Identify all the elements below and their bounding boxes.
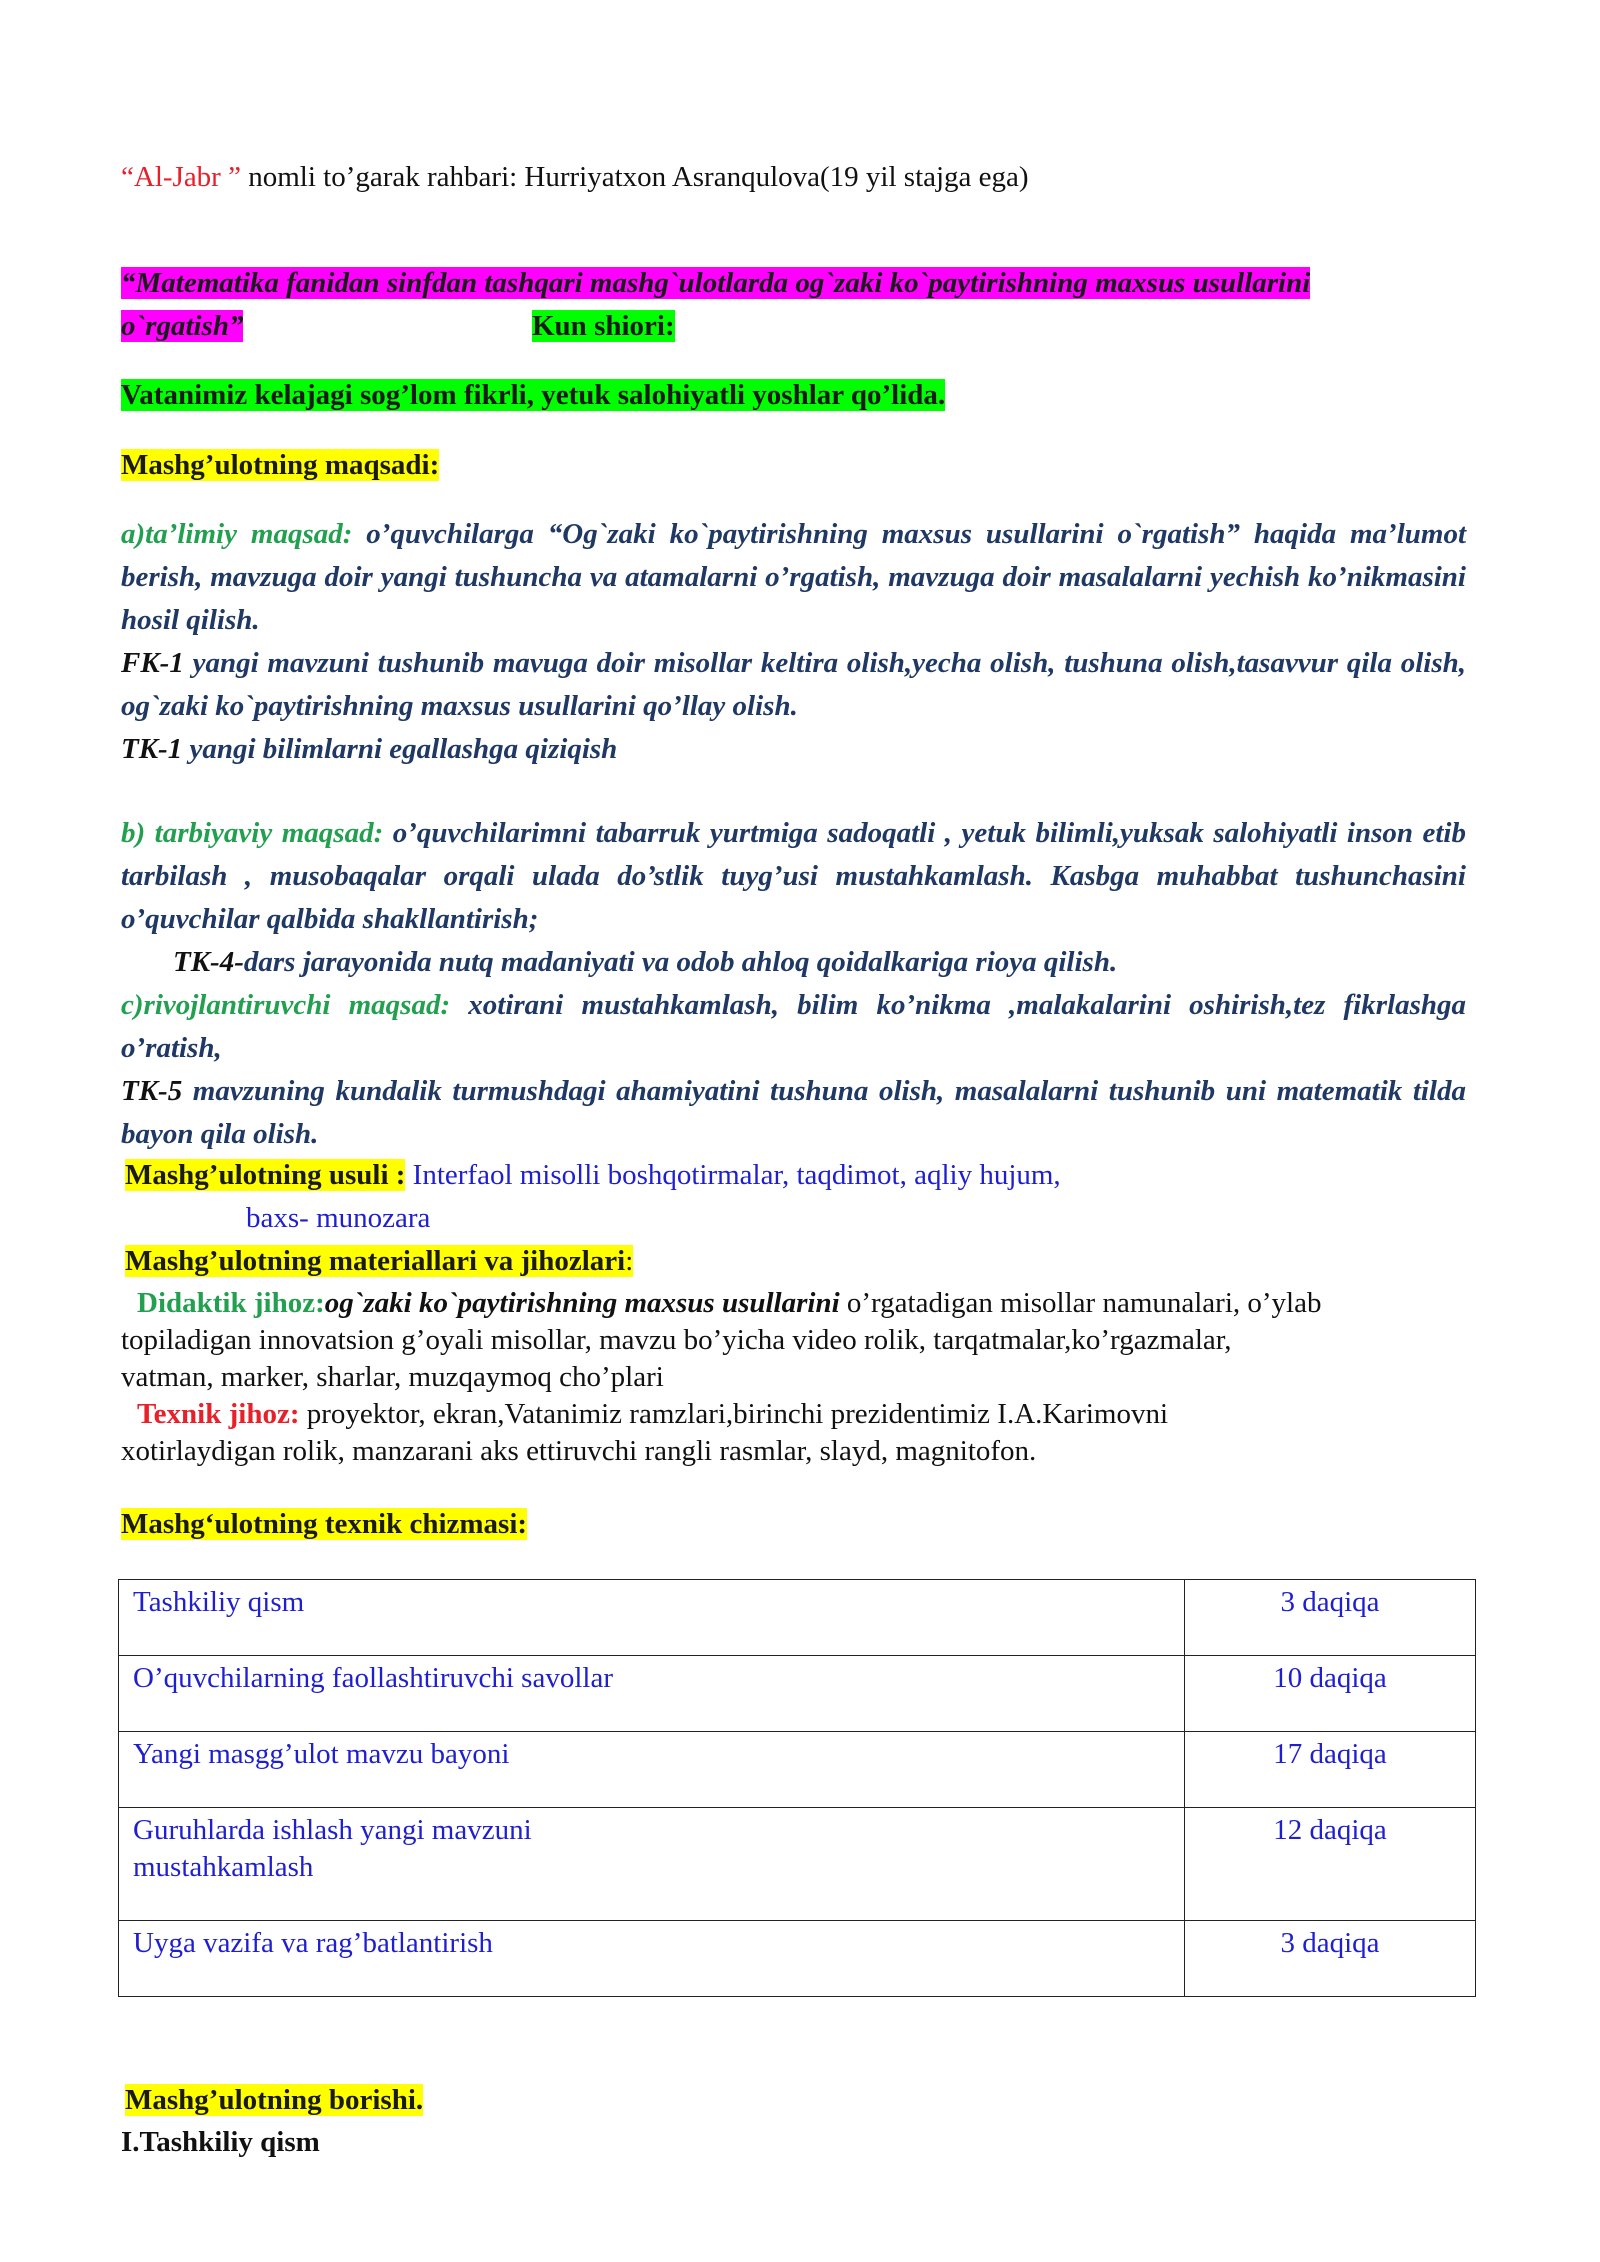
didactic-emphasis: og`zaki ko`paytirishning maxsus usullarini — [324, 1287, 840, 1319]
topic-title-line1: “Matematika fanidan sinfdan tashqari mashg`ulotlarda og`zaki ko`paytirishning maxsus usullarini — [121, 267, 1311, 299]
method-text-2: baxs- munozara — [246, 1202, 431, 1234]
table-row — [119, 1808, 1476, 1921]
stage-time: 10 daqiqa — [1273, 1662, 1387, 1694]
time-cell — [1185, 1656, 1476, 1732]
time-cell — [1185, 1732, 1476, 1808]
time-cell — [1185, 1808, 1476, 1921]
stage-time: 17 daqiqa — [1273, 1738, 1387, 1770]
time-cell — [1185, 1921, 1476, 1997]
section-heading — [121, 2121, 1466, 2164]
method-row-2 — [246, 1197, 1591, 1240]
didactic-line-2: topiladigan innovatsion g’oyali misollar, mavzu bo’yicha video rolik, tarqatmalar,ko’rgazmalar, — [121, 1324, 1232, 1356]
fk1-label: FK-1 — [121, 647, 184, 679]
header-line — [121, 156, 1466, 199]
didactic-equipment — [121, 1285, 1466, 1470]
materials-colon: : — [625, 1245, 634, 1277]
stage-name: Guruhlarda ishlash yangi mavzuni — [133, 1814, 532, 1846]
progress-heading-row — [125, 2079, 1470, 2122]
goals-paragraph-2 — [121, 812, 1466, 1156]
stage-time: 3 daqiqa — [1280, 1586, 1380, 1618]
developmental-goal-label: c)rivojlantiruvchi maqsad: — [121, 989, 451, 1021]
motto-text: Vatanimiz kelajagi sog’lom fikrli, yetuk salohiyatli yoshlar qo’lida. — [121, 379, 946, 411]
method-row — [125, 1154, 1470, 1197]
didactic-line-1: o’rgatadigan misollar namunalari, o’ylab — [839, 1287, 1322, 1319]
club-leader: nomli to’garak rahbari: Hurriyatxon Asranqulova(19 yil stajga ega) — [240, 161, 1029, 193]
motto-label: Kun shiori: — [532, 310, 675, 342]
goals-paragraph-1 — [121, 513, 1466, 771]
stage-cell — [119, 1580, 1185, 1656]
table-row — [119, 1580, 1476, 1656]
table-row — [119, 1656, 1476, 1732]
scheme-heading: Mashg‘ulotning texnik chizmasi: — [121, 1508, 528, 1540]
stage-time: 3 daqiqa — [1280, 1927, 1380, 1959]
goals-heading-row — [121, 444, 1466, 487]
tk1-label: TK-1 — [121, 733, 183, 765]
table-row — [119, 1732, 1476, 1808]
time-cell — [1185, 1580, 1476, 1656]
didactic-line-3: vatman, marker, sharlar, muzqaymoq cho’plari — [121, 1361, 664, 1393]
stage-name: Yangi masgg’ulot mavzu bayoni — [133, 1738, 510, 1770]
didactic-label: Didaktik jihoz: — [137, 1287, 325, 1319]
goals-heading: Mashg’ulotning maqsadi: — [121, 449, 440, 481]
stage-cell — [119, 1656, 1185, 1732]
tk4-label: TK-4- — [173, 946, 244, 978]
stage-name-line-2: mustahkamlash — [133, 1851, 314, 1883]
stage-name: Uyga vazifa va rag’batlantirish — [133, 1927, 493, 1959]
club-name: “Al-Jabr ” — [121, 161, 241, 193]
upbringing-goal-label: b) tarbiyaviy maqsad: — [121, 817, 384, 849]
developmental-goal-text: xotirani mustahkamlash, bilim ko’nikma ,malakalarini oshirish,tez fikrlashga o’ratish, — [121, 989, 1466, 1064]
topic-title-line2: o`rgatish” — [121, 310, 244, 342]
stage-cell — [119, 1808, 1185, 1921]
section-title: I.Tashkiliy qism — [121, 2126, 320, 2158]
stage-name: O’quvchilarning faollashtiruvchi savollar — [133, 1662, 613, 1694]
method-label: Mashg’ulotning usuli : — [125, 1159, 406, 1191]
educational-goal-text: o’quvchilarga “Og`zaki ko`paytirishning maxsus usullarini o`rgatish” haqida ma’lumot berish, mavzuga doir yangi tushuncha va atamalarni o’rgatish, mavzuga doir masalalarni yechish ko’nikmasini hosil qilish. — [121, 518, 1466, 636]
materials-row — [125, 1240, 1470, 1283]
topic-title — [121, 262, 1481, 305]
motto-row — [121, 374, 1466, 417]
fk1-text: yangi mavzuni tushunib mavuga doir misollar keltira olish,yecha olish, tushuna olish,tasavvur qila olish, og`zaki ko`paytirishning maxsus usullarini qo’llay olish. — [121, 647, 1466, 722]
table-row — [119, 1921, 1476, 1997]
schedule-table — [118, 1579, 1476, 1997]
upbringing-goal-text: o’quvchilarimni tabarruk yurtmiga sadoqatli , yetuk bilimli,yuksak salohiyatli inson etib tarbilash , musobaqalar orqali ulada do’stlik tuyg’usi mustahkamlash. Kasbga muhabbat tushunchasini o’quvchilar qalbida shakllantirish; — [121, 817, 1466, 935]
tk5-text: mavzuning kundalik turmushdagi ahamiyatini tushuna olish, masalalarni tushunib uni matematik tilda bayon qila olish. — [121, 1075, 1466, 1150]
technical-line-2: xotirlaydigan rolik, manzarani aks ettiruvchi rangli rasmlar, slayd, magnitofon. — [121, 1435, 1037, 1467]
tk5-label: TK-5 — [121, 1075, 183, 1107]
technical-line-1: proyektor, ekran,Vatanimiz ramzlari,birinchi prezidentimiz I.A.Karimovni — [299, 1398, 1169, 1430]
stage-time: 12 daqiqa — [1273, 1814, 1387, 1846]
motto-label-row — [532, 305, 932, 348]
tk1-text: yangi bilimlarni egallashga qiziqish — [182, 733, 618, 765]
method-text: Interfaol misolli boshqotirmalar, taqdimot, aqliy hujum, — [405, 1159, 1061, 1191]
technical-label: Texnik jihoz: — [137, 1398, 300, 1430]
stage-name: Tashkiliy qism — [133, 1586, 305, 1618]
progress-heading: Mashg’ulotning borishi. — [125, 2084, 424, 2116]
stage-cell — [119, 1921, 1185, 1997]
tk4-text: dars jarayonida nutq madaniyati va odob ahloq qoidalkariga rioya qilish. — [243, 946, 1118, 978]
educational-goal-label: a)ta’limiy maqsad: — [121, 518, 353, 550]
scheme-heading-row — [121, 1503, 1466, 1546]
stage-cell — [119, 1732, 1185, 1808]
materials-label: Mashg’ulotning materiallari va jihozlari — [125, 1245, 626, 1277]
